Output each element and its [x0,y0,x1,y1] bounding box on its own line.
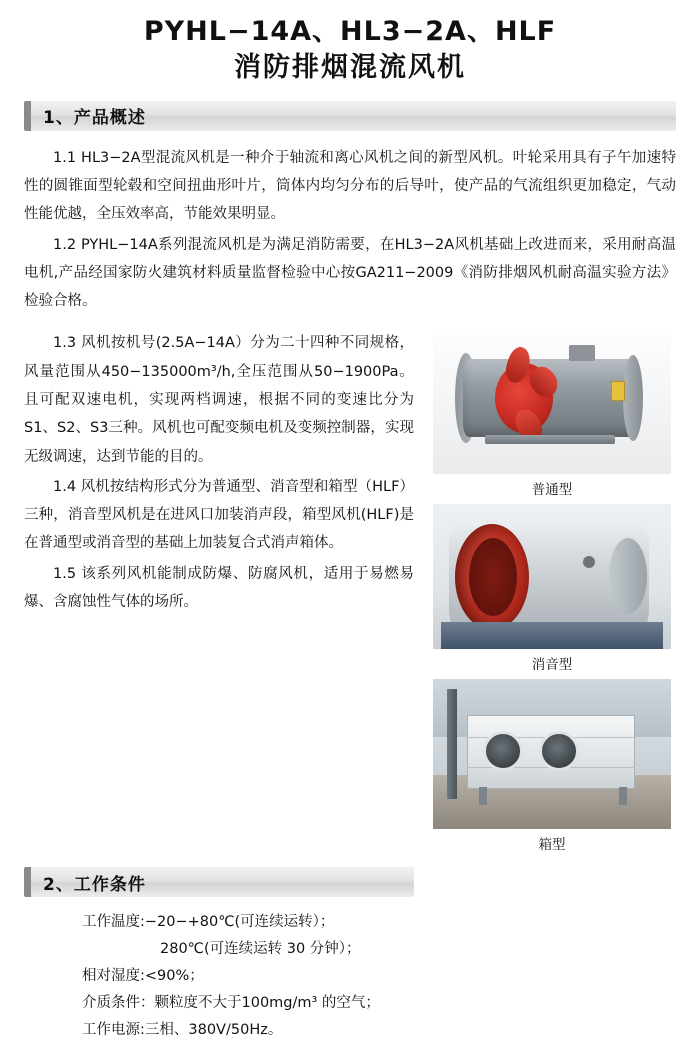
section-title-2: 工作条件 [73,874,146,895]
support-base [441,622,663,649]
steel-column [447,689,457,799]
condition-relative-humidity: 相对湿度:<90%； [82,968,204,985]
title-line-1: PYHL−14A、HL3−2A、HLF [143,16,557,47]
section-heading-product-overview [24,101,676,131]
section-title-1: 产品概述 [73,108,146,129]
section-accent-bar [24,867,31,897]
condition-temperature-280: 280℃(可连续运转 30 分钟）； [160,941,361,958]
content-columns [24,329,676,853]
figure-ordinary-type [428,329,676,498]
figure-caption-silencer: 消音型 [531,657,573,674]
box-leg [479,787,487,805]
junction-box [569,345,595,361]
section-heading-working-conditions [24,867,414,897]
figure-caption-ordinary: 普通型 [531,482,573,499]
paragraph-1-1: 1.1 HL3−2A型混流风机是一种介于轴流和离心风机之间的新型风机。叶轮采用具有子午加速特性的圆锥面型轮毂和空间扭曲形叶片，筒体内均匀分布的后导叶，使产品的气流组织更加稳定，气动性能优越，全压效率高，节能效果明显。 [24,149,676,223]
paragraph-1-4: 1.4 风机按结构形式分为普通型、消音型和箱型（HLF）三种，消音型风机是在进风口加装消声段，箱型风机(HLF)是在普通型或消音型的基础上加装复合式消声箱体。 [24,478,414,552]
warning-label [611,381,625,401]
column-images [428,329,676,853]
mounting-foot [485,435,615,444]
section-number-1: 1、 [43,108,74,129]
box-leg [619,787,627,805]
figure-caption-box: 箱型 [538,837,566,854]
title-line-2: 消防排烟混流风机 [234,52,466,84]
paragraph-1-3: 1.3 风机按机号(2.5A−14A）分为二十四种不同规格，风量范围从450−135000m³/h,全压范围从50−1900Pa。且可配双速电机，实现两档调速，根据不同的变速比分为S1、S2、S3三种。风机也可配变频电机及变频控制器，实现无级调速，达到节能的目的。 [24,335,414,465]
fan-outlet-ring [623,355,643,441]
page-title [24,0,676,87]
figure-box-type [428,679,676,853]
box-type-fan-photo [433,679,671,829]
silencer-rear-ring [609,538,647,614]
working-conditions-list [24,909,414,1043]
section-accent-bar [24,101,31,131]
ordinary-type-fan-photo [433,329,671,474]
paragraph-1-2: 1.2 PYHL−14A系列混流风机是为满足消防需要，在HL3−2A风机基础上改进而来，采用耐高温电机,产品经国家防火建筑材料质量监督检验中心按GA211−2009《消防排烟风机耐高温实验方法》检验合格。 [24,236,676,310]
silencer-inlet-bore [469,538,517,616]
condition-power-supply: 工作电源:三相、380V/50Hz。 [82,1021,283,1038]
paragraph-1-5: 1.5 该系列风机能制成防爆、防腐风机，适用于易燃易爆、含腐蚀性气体的场所。 [24,565,414,610]
column-text [24,329,414,853]
condition-medium: 介质条件：颗粒度不大于100mg/m³ 的空气； [82,994,380,1011]
section-number-2: 2、 [43,874,74,895]
figure-silencer-type [428,504,676,673]
condition-working-temperature: 工作温度:−20−+80℃(可连续运转）； [82,914,335,931]
silencer-type-fan-photo [433,504,671,649]
